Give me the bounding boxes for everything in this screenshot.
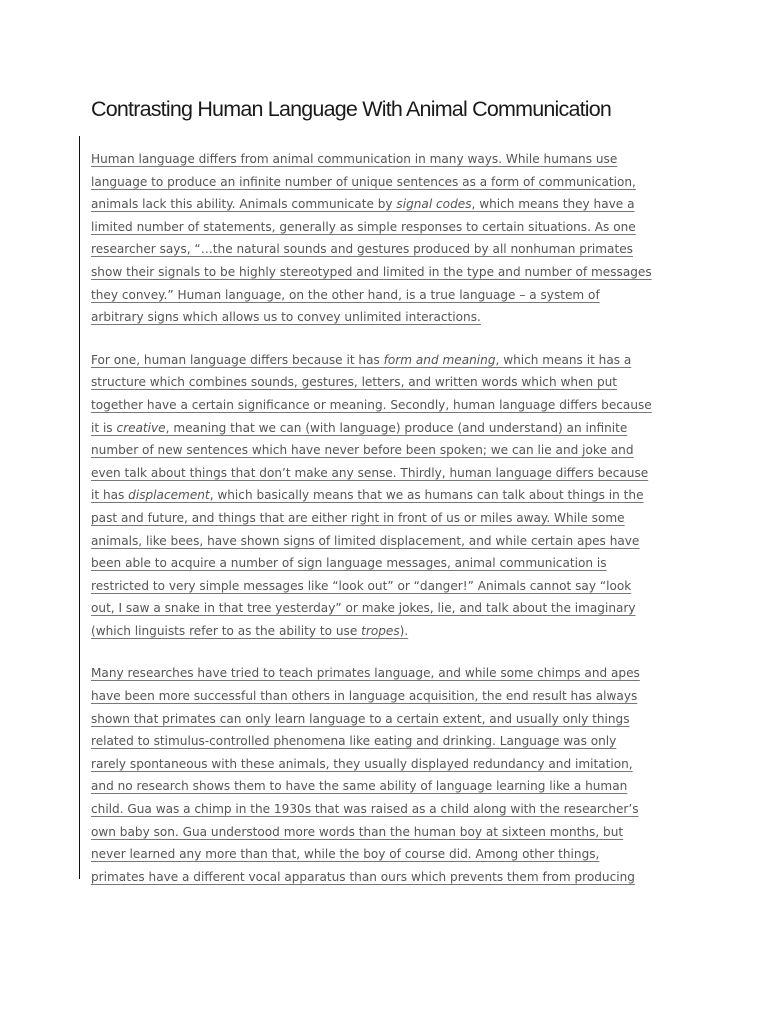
text-line: [91, 394, 691, 417]
text-run: (which linguists refer to as the ability to use: [91, 623, 362, 638]
text-run: , which means it has a: [495, 352, 632, 367]
text-run: restricted to very simple messages like “look out” or “danger!” Animals cannot say “look: [91, 578, 632, 593]
text-line: [91, 662, 691, 685]
text-run: animals lack this ability. Animals communicate by: [91, 197, 397, 212]
text-line: [91, 775, 691, 798]
text-run: been able to acquire a number of sign language messages, animal communication is: [91, 556, 607, 571]
text-line: [91, 284, 691, 307]
italic-term: displacement: [128, 488, 210, 503]
text-line: [91, 193, 691, 216]
text-run: it is: [91, 420, 117, 435]
text-run: even talk about things that don’t make any sense. Thirdly, human language differs because: [91, 465, 649, 480]
text-line: [91, 507, 691, 530]
paragraph: [91, 662, 691, 888]
document-body: [91, 148, 691, 908]
text-run: it has: [91, 488, 129, 503]
text-line: [91, 843, 691, 866]
text-run: child. Gua was a chimp in the 1930s that was raised as a child along with the researcher’s: [91, 802, 639, 817]
text-line: [91, 597, 691, 620]
text-line: [91, 575, 691, 598]
text-line: [91, 371, 691, 394]
text-run: together have a certain significance or meaning. Secondly, human language differs because: [91, 397, 652, 412]
text-run: , meaning that we can (with language) produce (and understand) an infinite: [165, 420, 628, 435]
text-run: animals, like bees, have shown signs of limited displacement, and while certain apes have: [91, 533, 640, 548]
text-line: [91, 685, 691, 708]
text-line: [91, 552, 691, 575]
text-run: rarely spontaneous with these animals, they usually displayed redundancy and imitation,: [91, 756, 633, 771]
text-run: ).: [399, 623, 409, 638]
text-run: have been more successful than others in language acquisition, the end result has always: [91, 689, 638, 704]
text-line: [91, 866, 691, 889]
text-run: never learned any more than that, while the boy of course did. Among other things,: [91, 847, 600, 862]
text-run: number of new sentences which have never before been spoken; we can lie and joke and: [91, 443, 634, 458]
text-run: and no research shows them to have the same ability of language learning like a human: [91, 779, 628, 794]
text-line: [91, 216, 691, 239]
text-run: primates have a different vocal apparatus than ours which prevents them from producing: [91, 869, 635, 884]
text-line: [91, 730, 691, 753]
document-title: Contrasting Human Language With Animal Communication: [91, 97, 612, 121]
text-line: [91, 417, 691, 440]
text-line: [91, 484, 691, 507]
paragraph: [91, 349, 691, 643]
text-run: show their signals to be highly stereotyped and limited in the type and number of messages: [91, 264, 652, 279]
text-run: language to produce an infinite number of unique sentences as a form of communication,: [91, 174, 636, 189]
text-line: [91, 620, 691, 643]
text-line: [91, 306, 691, 329]
text-line: [91, 798, 691, 821]
text-run: , which basically means that we as humans can talk about things in the: [209, 488, 644, 503]
text-line: [91, 171, 691, 194]
text-line: [91, 349, 691, 372]
text-run: arbitrary signs which allows us to convey unlimited interactions.: [91, 310, 481, 325]
text-line: [91, 261, 691, 284]
text-line: [91, 821, 691, 844]
text-run: own baby son. Gua understood more words than the human boy at sixteen months, but: [91, 824, 624, 839]
text-run: related to stimulus-controlled phenomena like eating and drinking. Language was only: [91, 734, 617, 749]
italic-term: signal codes: [396, 197, 472, 212]
paragraph: [91, 148, 691, 329]
text-run: limited number of statements, generally as simple responses to certain situations. As one: [91, 219, 636, 234]
text-line: [91, 530, 691, 553]
text-line: [91, 708, 691, 731]
text-run: out, I saw a snake in that tree yesterday” or make jokes, lie, and talk about the imaginary: [91, 601, 636, 616]
text-run: shown that primates can only learn language to a certain extent, and usually only things: [91, 711, 630, 726]
text-run: they convey.” Human language, on the other hand, is a true language – a system of: [91, 287, 600, 302]
italic-term: creative: [116, 420, 166, 435]
text-line: [91, 439, 691, 462]
text-run: researcher says, “…the natural sounds and gestures produced by all nonhuman primates: [91, 242, 633, 257]
text-run: structure which combines sounds, gestures, letters, and written words which when put: [91, 375, 618, 390]
text-line: [91, 753, 691, 776]
text-run: , which means they have a: [471, 197, 635, 212]
revision-change-bar: [79, 136, 80, 879]
text-run: past and future, and things that are either right in front of us or miles away. While some: [91, 510, 625, 525]
text-run: For one, human language differs because it has: [91, 352, 384, 367]
italic-term: form and meaning: [383, 352, 496, 367]
text-run: Human language differs from animal communication in many ways. While humans use: [91, 152, 618, 166]
italic-term: tropes: [361, 623, 400, 638]
text-line: [91, 148, 691, 171]
text-line: [91, 462, 691, 485]
text-run: Many researches have tried to teach primates language, and while some chimps and apes: [91, 666, 640, 681]
text-line: [91, 238, 691, 261]
